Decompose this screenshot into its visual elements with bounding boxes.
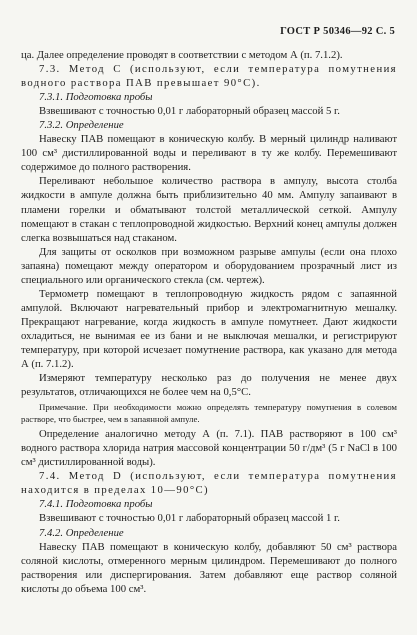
paragraph-ampoule: Переливают небольшое количество раствора в ампулу, высота столба жидкости в ампуле должна быть приблизительно 40 мм. Ампулу запаивают в пламени горелки и обматывают толстой металлической сеткой. Ампулу помещают в стакан с теплопроводной жидкостью. Верхний конец ампулы должен слегка возвышаться над стаканом.: [21, 175, 397, 244]
subsection-heading-sample-prep-d: 7.4.1. Подготовка пробы: [39, 498, 153, 511]
document-body: [21, 48, 397, 596]
section-heading-method-d: 7.4. Метод D (используют, если температура помутнения находится в пределах 10—90°С): [21, 470, 397, 497]
page-header: ГОСТ Р 50346—92 С. 5: [280, 26, 395, 37]
paragraph-sample-flask: Навеску ПАВ помещают в коническую колбу. В мерный цилиндр наливают 100 см³ дистиллированной воды и переливают в ту же колбу. Перемешивают содержимое до полного растворения.: [21, 133, 397, 174]
paragraph-safety-shield: Для защиты от осколков при возможном разрыве ампулы (если она плохо запаяна) помещают между оператором и оборудованием прозрачный лист из специального или органического стекла (см. чертеж).: [21, 245, 397, 286]
note: Примечание. При необходимости можно определять температуру помутнения в солевом растворе, что быстрее, чем в запаянной ампуле.: [21, 402, 397, 425]
paragraph-hcl-addition: Навеску ПАВ помещают в коническую колбу, добавляют 50 см³ раствора соляной кислоты, отмеренного мерным цилиндром. Перемешивают до полного растворения или диспергирования. Затем добавляют еще раствор соляной кислоты до объема 100 см³.: [21, 540, 397, 595]
paragraph-repeat-measure: Измеряют температуру несколько раз до получения не менее двух результатов, отличающихся не более чем на 0,5°С.: [21, 372, 397, 399]
subsection-heading-sample-prep: 7.3.1. Подготовка пробы: [39, 91, 153, 104]
section-heading-method-c: 7.3. Метод С (используют, если температура помутнения водного раствора ПАВ превышает 90°С).: [21, 63, 397, 90]
paragraph-weighing-d: Взвешивают с точностью 0,01 г лабораторный образец массой 1 г.: [39, 512, 340, 525]
paragraph-continuation: ца. Далее определение проводят в соответствии с методом А (п. 7.1.2).: [21, 49, 343, 61]
subsection-heading-determination-d: 7.4.2. Определение: [39, 526, 124, 539]
subsection-heading-determination: 7.3.2. Определение: [39, 119, 124, 132]
paragraph-salt-solution: Определение аналогично методу А (п. 7.1). ПАВ растворяют в 100 см³ водного раствора хлорида натрия массовой концентрации 50 г/дм³ (5 г NaCl в 100 см³ дистиллированной воды).: [21, 428, 397, 469]
paragraph-weighing: Взвешивают с точностью 0,01 г лабораторный образец массой 5 г.: [39, 105, 340, 118]
paragraph-thermometer: Термометр помещают в теплопроводную жидкость рядом с запаянной ампулой. Включают нагревательный прибор и электромагнитную мешалку. Прекращают нагревание, когда жидкость в ампуле помутнеет. Дают жидкости охладиться, не вынимая ее из бани и не выключая мешалки, и регистрируют температуру, при которой исчезает помутнение раствора, как указано для метода А (п. 7.1.2).: [21, 287, 397, 371]
